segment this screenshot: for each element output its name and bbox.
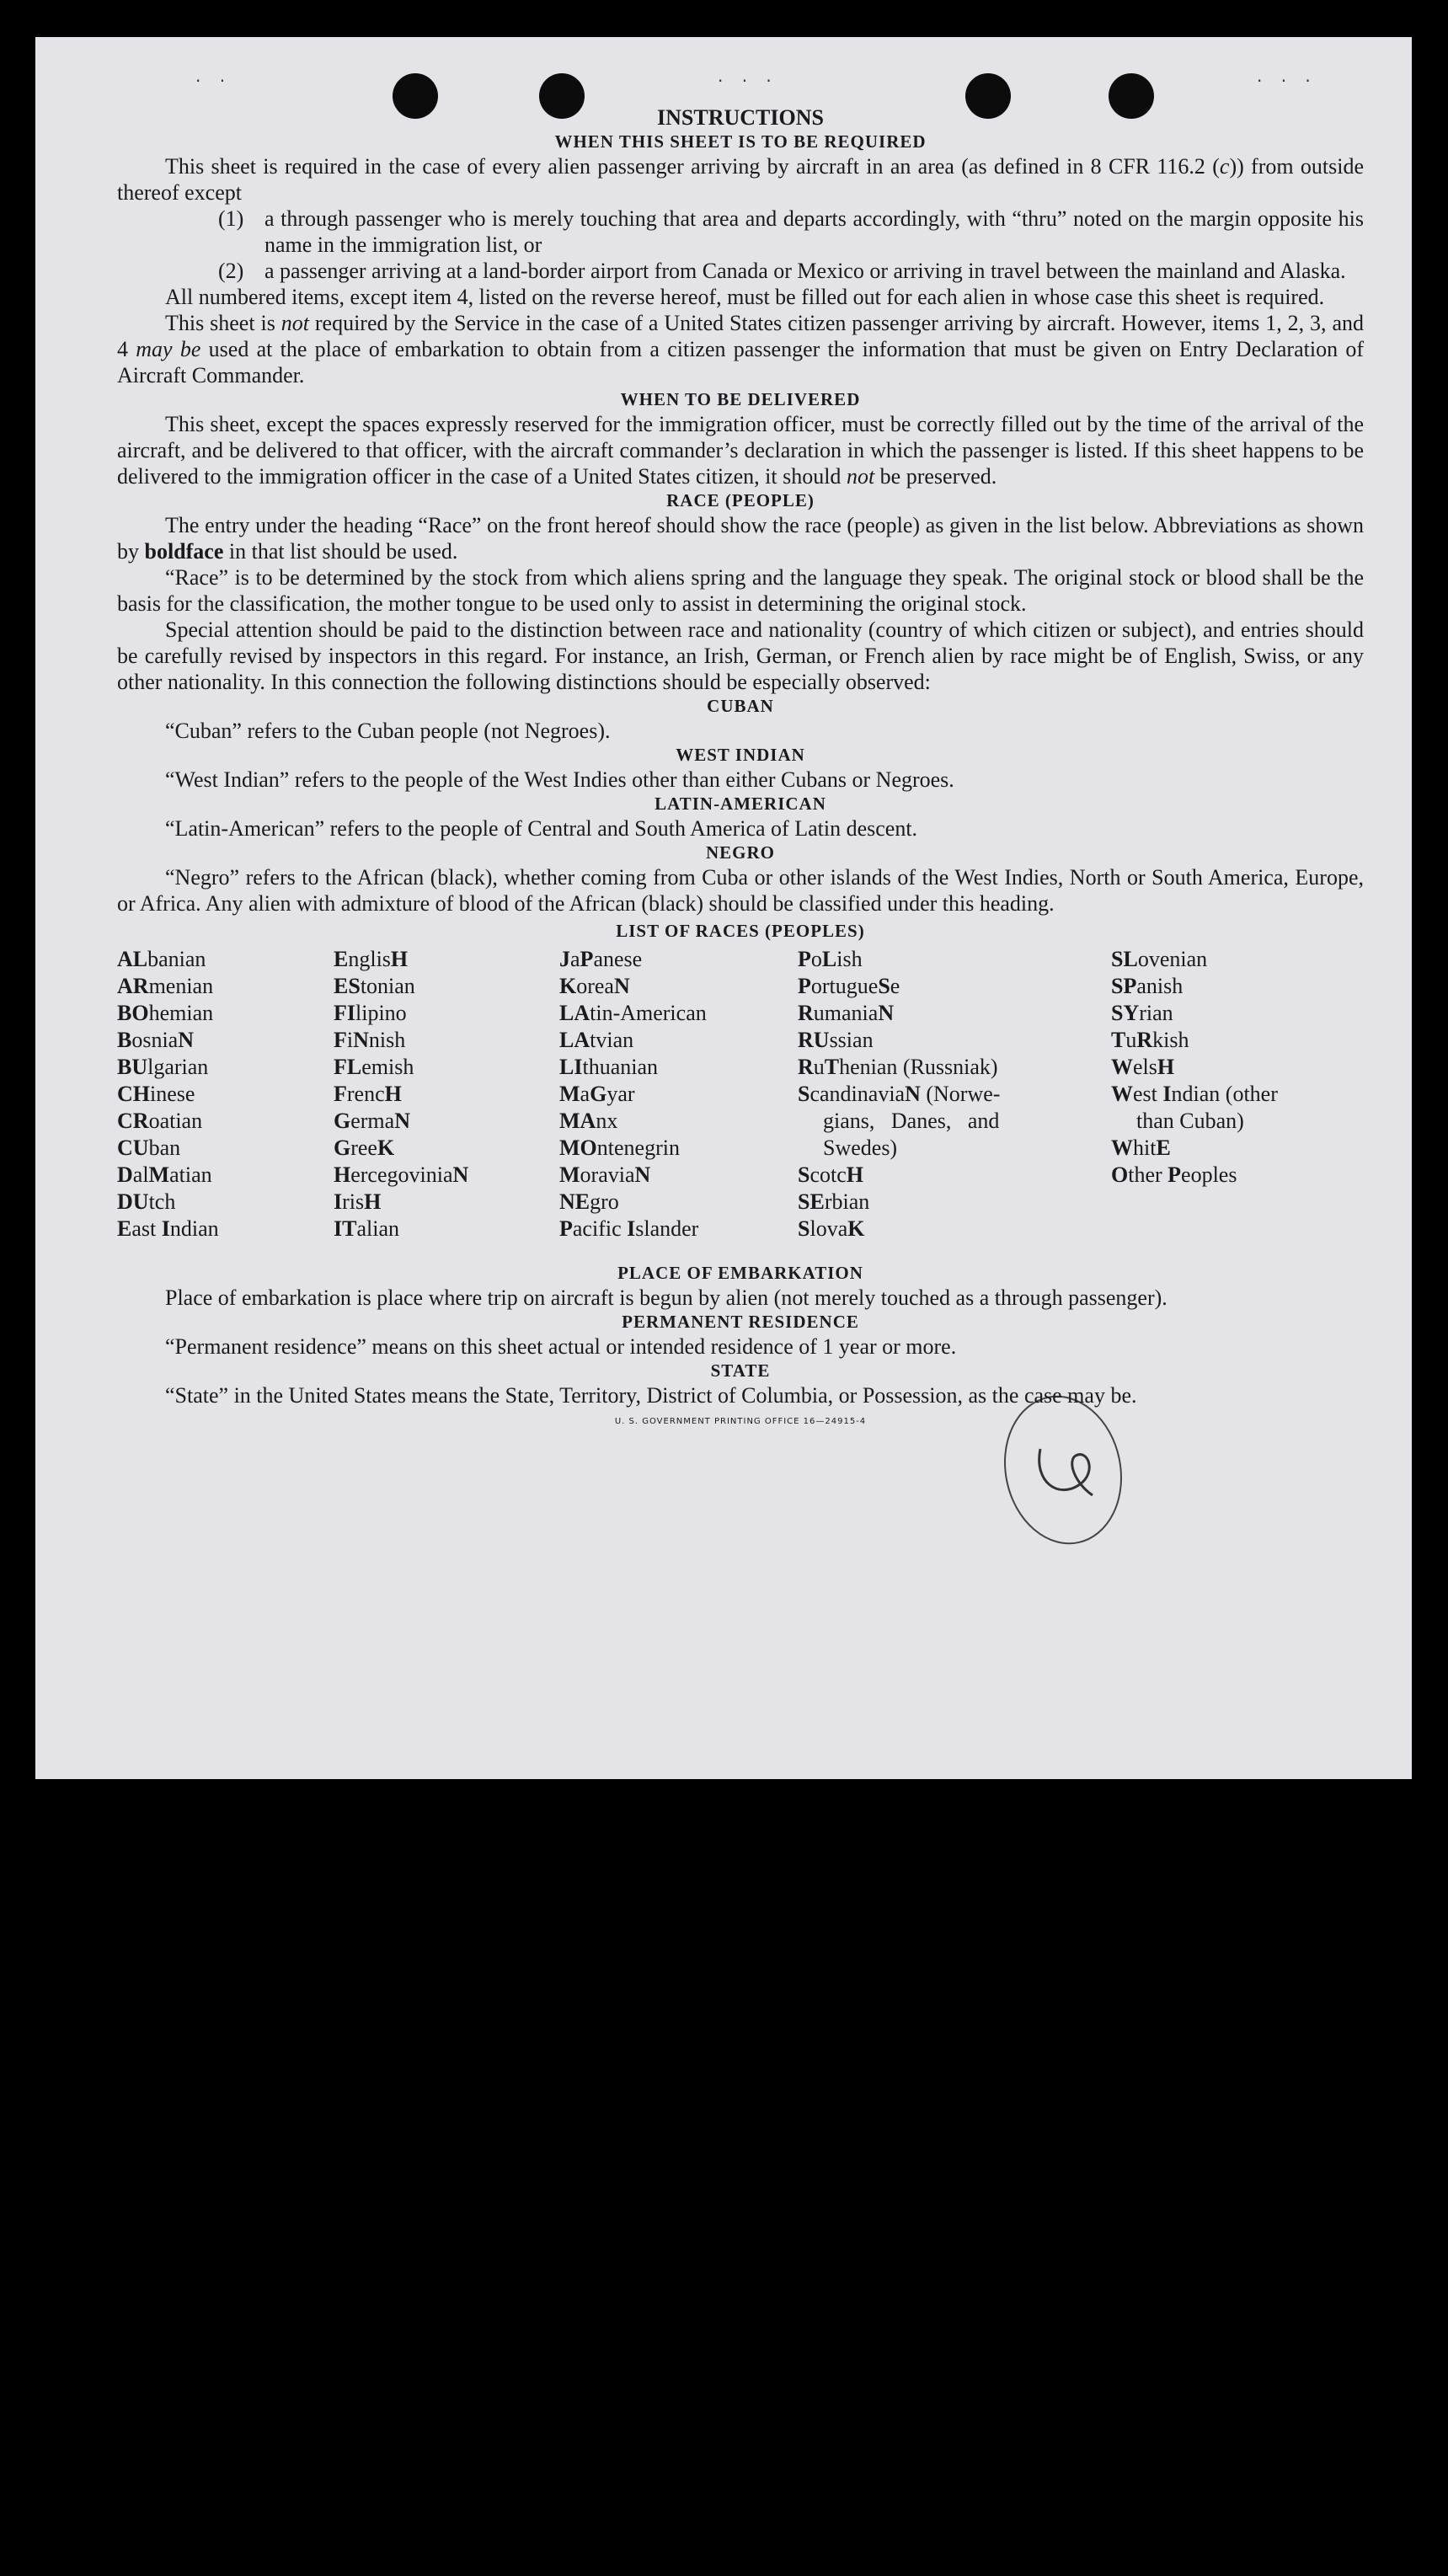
race-entry: KoreaN [559, 974, 630, 998]
paragraph: “State” in the United States means the State, Territory, District of Columbia, or Possession, as the case may be. [165, 1383, 1137, 1408]
race-entry: East Indian [117, 1216, 219, 1241]
heading-west-indian: WEST INDIAN [676, 745, 805, 765]
race-entry: BOhemian [117, 1001, 214, 1025]
heading-list-of-races: LIST OF RACES (PEOPLES) [616, 921, 865, 941]
page-title: INSTRUCTIONS [657, 105, 824, 130]
paragraph: “Permanent residence” means on this sheet actual or intended residence of 1 year or more. [165, 1334, 957, 1359]
race-entry-continuation: Swedes) [823, 1136, 898, 1160]
paragraph: Place of embarkation is place where trip on aircraft is begun by alien (not merely touched as a through passenger). [165, 1285, 1167, 1310]
race-entry: CUban [117, 1136, 181, 1160]
heading-when-delivered: WHEN TO BE DELIVERED [620, 389, 861, 409]
race-entry: West Indian (other [1111, 1082, 1278, 1106]
race-entry: LAtin-American [559, 1001, 707, 1025]
race-entry: IrisH [334, 1189, 382, 1214]
race-entry: RumaniaN [798, 1001, 895, 1025]
paragraph: “Cuban” refers to the Cuban people (not Negroes). [165, 719, 611, 743]
race-entry: NEgro [559, 1189, 619, 1214]
paragraph: All numbered items, except item 4, listed on the reverse hereof, must be filled out for each alien in whose case this sheet is required. [165, 285, 1325, 309]
races-column [117, 946, 219, 1243]
speck-marks: . . [195, 66, 232, 86]
heading-race: RACE (PEOPLE) [666, 490, 815, 510]
item-number: (2) [218, 259, 244, 283]
paragraph: “Race” is to be determined by the stock from which aliens spring and the language they speak. The original stock or blood shall be the basis for the classification, the mother tongue to be used only to assist in determining the original stock. [117, 565, 1364, 616]
heading-when-required: WHEN THIS SHEET IS TO BE REQUIRED [554, 131, 927, 152]
race-entry: FLemish [334, 1055, 414, 1079]
race-entry: Other Peoples [1111, 1162, 1237, 1187]
race-entry: HercegoviniaN [334, 1162, 469, 1187]
race-entry: WhitE [1111, 1136, 1171, 1160]
race-entry: BosniaN [117, 1028, 195, 1052]
race-entry: ScandinaviaN (Norwe- [798, 1082, 1001, 1106]
printer-imprint: U. S. GOVERNMENT PRINTING OFFICE 16—24915-4 [614, 1417, 867, 1426]
race-entry: CHinese [117, 1082, 195, 1106]
instructions-content [117, 104, 1364, 1435]
race-entry: DUtch [117, 1189, 176, 1214]
race-entry: SLovenian [1111, 947, 1208, 971]
speck-marks: . . . [1257, 66, 1317, 86]
race-entry: DalMatian [117, 1162, 212, 1187]
race-entry: SYrian [1111, 1001, 1173, 1025]
race-entry: CRoatian [117, 1109, 203, 1133]
document-sheet [35, 37, 1412, 1779]
race-entry: TuRkish [1111, 1028, 1189, 1052]
heading-latin-american: LATIN-AMERICAN [655, 794, 826, 814]
race-entry: SlovaK [798, 1216, 865, 1241]
race-entry: ARmenian [117, 974, 214, 998]
race-entry: FIlipino [334, 1001, 407, 1025]
race-entry: JaPanese [559, 947, 643, 971]
paragraph: “West Indian” refers to the people of the West Indies other than either Cubans or Negroes. [165, 767, 954, 792]
list-item [218, 258, 1364, 284]
item-text: a passenger arriving at a land-border airport from Canada or Mexico or arriving in travel between the mainland and Alaska. [264, 259, 1346, 283]
paragraph: This sheet is not required by the Service in the case of a United States citizen passenger arriving by aircraft. However, items 1, 2, 3, and 4 may be used at the place of embarkation to obtain from a citizen passenger the information that must be given on Entry Declaration of Aircraft Commander. [117, 311, 1364, 387]
paragraph: “Negro” refers to the African (black), whether coming from Cuba or other islands of the West Indies, North or South America, Europe, or Africa. Any alien with admixture of blood of the African (black) should be classified under this heading. [117, 865, 1364, 916]
race-entry: EStonian [334, 974, 415, 998]
races-list [117, 946, 1364, 1262]
race-entry: SPanish [1111, 974, 1184, 998]
race-entry: PoLish [798, 947, 863, 971]
heading-state: STATE [710, 1360, 771, 1381]
paragraph: Special attention should be paid to the distinction between race and nationality (country of which citizen or subject), and entries should be carefully revised by inspectors in this regard. For instance, an Irish, German, or French alien by race might be of English, Swiss, or any other nationality. In this connection the following distinctions should be especially observed: [117, 617, 1364, 694]
race-entry: BUlgarian [117, 1055, 209, 1079]
race-entry: RUssian [798, 1028, 874, 1052]
race-entry: EnglisH [334, 947, 409, 971]
races-column [798, 946, 1000, 1243]
paragraph: This sheet, except the spaces expressly reserved for the immigration officer, must be correctly filled out by the time of the arrival of the aircraft, and be delivered to that officer, with the aircraft commander’s declaration in which the passenger is listed. If this sheet happens to be delivered to the immigration officer in the case of a United States citizen, it should not be preserved. [117, 412, 1364, 489]
paragraph: The entry under the heading “Race” on the front hereof should show the race (people) as given in the list below. Abbreviations as shown by boldface in that list should be used. [117, 513, 1364, 564]
race-entry: MAnx [559, 1109, 618, 1133]
heading-negro: NEGRO [705, 842, 775, 863]
race-entry: LAtvian [559, 1028, 634, 1052]
races-column [559, 946, 707, 1243]
heading-place-of-embarkation: PLACE OF EMBARKATION [617, 1263, 863, 1283]
race-entry: ITalian [334, 1216, 399, 1241]
speck-marks: . . . [718, 66, 778, 86]
race-entry: Pacific Islander [559, 1216, 699, 1241]
paragraph: This sheet is required in the case of every alien passenger arriving by aircraft in an area (as defined in 8 CFR 116.2 (c)) from outside thereof except [117, 154, 1364, 205]
race-entry-continuation: than Cuban) [1136, 1109, 1244, 1133]
heading-permanent-residence: PERMANENT RESIDENCE [622, 1312, 859, 1332]
race-entry: SErbian [798, 1189, 870, 1214]
race-entry: LIthuanian [559, 1055, 658, 1079]
heading-cuban: CUBAN [707, 696, 774, 716]
race-entry: GreeK [334, 1136, 395, 1160]
race-entry: RuThenian (Russniak) [798, 1055, 998, 1079]
race-entry: FrencH [334, 1082, 402, 1106]
race-entry: PortugueSe [798, 974, 900, 998]
races-column [1111, 946, 1278, 1189]
paragraph: “Latin-American” refers to the people of Central and South America of Latin descent. [165, 816, 918, 841]
race-entry: MOntenegrin [559, 1136, 680, 1160]
race-entry: GermaN [334, 1109, 410, 1133]
item-number: (1) [218, 206, 244, 231]
race-entry: ALbanian [117, 947, 206, 971]
race-entry: ScotcH [798, 1162, 864, 1187]
item-text: a through passenger who is merely touching that area and departs accordingly, with “thru” noted on the margin opposite his name in the immigration list, or [264, 206, 1364, 257]
race-entry: MoraviaN [559, 1162, 651, 1187]
race-entry: MaGyar [559, 1082, 635, 1106]
race-entry: WelsH [1111, 1055, 1175, 1079]
race-entry-continuation: gians, Danes, and [823, 1109, 1000, 1133]
list-item [218, 206, 1364, 258]
race-entry: FiNnish [334, 1028, 406, 1052]
races-column [334, 946, 468, 1243]
